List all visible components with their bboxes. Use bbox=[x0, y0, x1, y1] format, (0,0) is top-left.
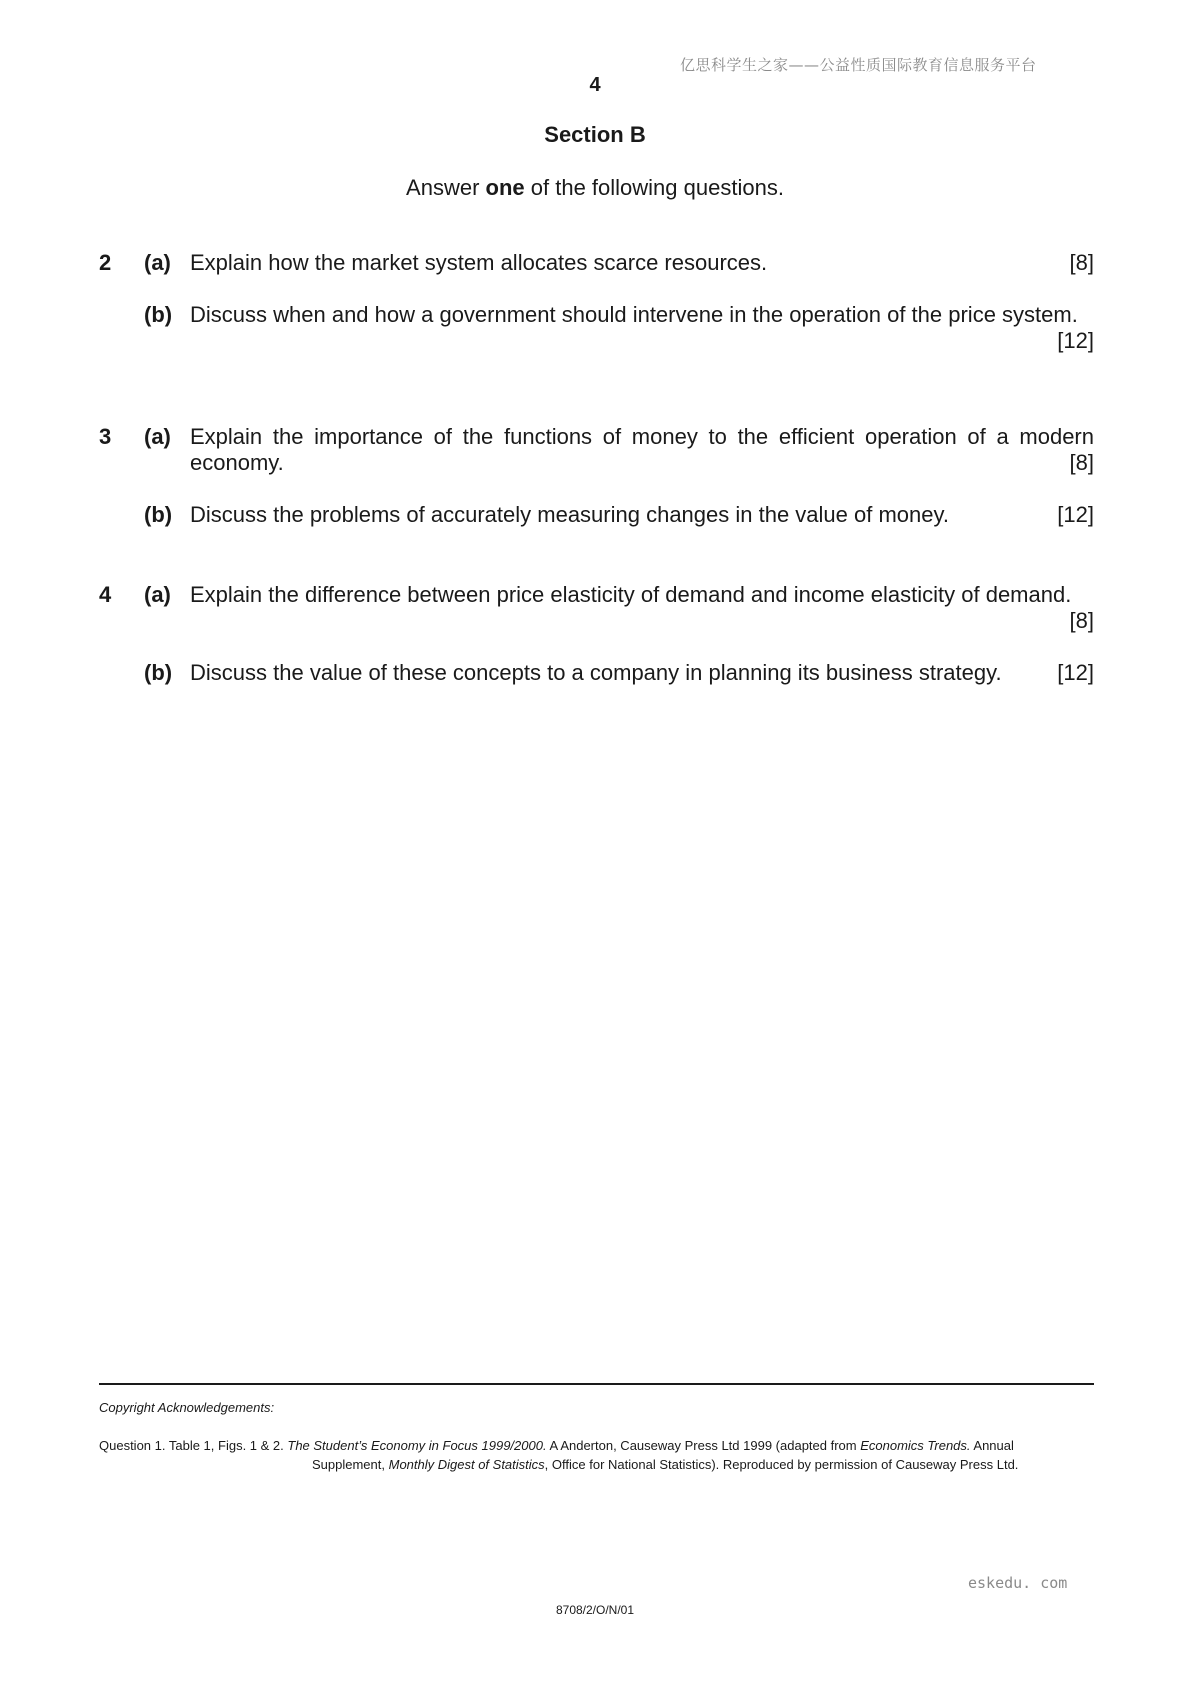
watermark-bottom: eskedu. com bbox=[968, 1574, 1068, 1592]
question-number: 4 bbox=[99, 582, 112, 607]
part-text: Explain the importance of the functions of money to the efficient operation of a modern bbox=[190, 424, 1094, 449]
question-2 bbox=[99, 250, 1094, 354]
divider bbox=[99, 1383, 1094, 1385]
ack-seg: A Anderton, Causeway Press Ltd 1999 (adapted from bbox=[546, 1438, 861, 1453]
part-text bbox=[190, 302, 1094, 328]
question-part bbox=[99, 502, 1094, 528]
part-text-content: Explain the difference between price elasticity of demand and income elasticity of demand. bbox=[190, 582, 1072, 607]
part-label: (a) bbox=[144, 424, 171, 449]
question-part bbox=[99, 582, 1094, 634]
part-text-content: Discuss the value of these concepts to a company in planning its business strategy. bbox=[190, 660, 1002, 685]
part-text-content: Discuss when and how a government should intervene in the operation of the price system. bbox=[190, 302, 1078, 327]
question-part bbox=[99, 302, 1094, 354]
part-label: (a) bbox=[144, 582, 171, 607]
part-text bbox=[190, 582, 1094, 608]
instruction bbox=[0, 175, 1190, 201]
marks: [12] bbox=[1057, 660, 1094, 685]
ack-seg: Supplement, bbox=[312, 1457, 389, 1472]
ack-line2 bbox=[99, 1455, 1094, 1474]
page-number: 4 bbox=[589, 74, 601, 96]
part-text bbox=[190, 502, 1094, 528]
ack-seg-italic: Economics Trends. bbox=[860, 1438, 971, 1453]
part-label: (b) bbox=[144, 502, 173, 527]
part-text-content: Discuss the problems of accurately measuring changes in the value of money. bbox=[190, 502, 949, 527]
part-label: (a) bbox=[144, 250, 171, 275]
ack-seg: Annual bbox=[970, 1438, 1014, 1453]
question-part bbox=[99, 660, 1094, 686]
question-4 bbox=[99, 582, 1094, 686]
ack-seg: , Office for National Statistics). Reproduced by permission of Causeway Press Ltd. bbox=[544, 1457, 1019, 1472]
footer-code: 8708/2/O/N/01 bbox=[555, 1603, 635, 1617]
part-text bbox=[190, 250, 1094, 276]
ack-seg: Question 1. Table 1, Figs. 1 & 2. bbox=[99, 1438, 288, 1453]
ack-seg-italic: Monthly Digest of Statistics bbox=[388, 1457, 545, 1472]
question-part bbox=[99, 250, 1094, 276]
ack-seg-italic: The Student’s Economy in Focus 1999/2000. bbox=[287, 1438, 547, 1453]
part-text-line2: [8] economy. bbox=[190, 450, 1094, 475]
marks: [12] bbox=[1057, 502, 1094, 527]
marks: [8] bbox=[1069, 250, 1094, 275]
part-label: (b) bbox=[144, 660, 173, 685]
section-title: Section B bbox=[544, 122, 646, 147]
question-3 bbox=[99, 424, 1094, 528]
instruction-after: of the following questions. bbox=[524, 175, 784, 200]
marks: [8] bbox=[1069, 608, 1094, 633]
part-text-content: Explain how the market system allocates scarce resources. bbox=[190, 250, 768, 275]
part-text bbox=[190, 660, 1094, 686]
acknowledgements-text bbox=[99, 1436, 1094, 1474]
questions-list bbox=[99, 250, 1094, 736]
instruction-bold: one bbox=[485, 175, 525, 200]
question-number: 2 bbox=[99, 250, 112, 275]
part-label: (b) bbox=[144, 302, 173, 327]
marks: [12] bbox=[1057, 328, 1094, 353]
acknowledgements-title: Copyright Acknowledgements: bbox=[99, 1400, 275, 1415]
instruction-before: Answer bbox=[406, 175, 486, 200]
question-number: 3 bbox=[99, 424, 112, 449]
marks: [8] bbox=[1069, 450, 1094, 475]
watermark-top: 亿思科学生之家——公益性质国际教育信息服务平台 bbox=[680, 56, 1037, 74]
question-part bbox=[99, 424, 1094, 476]
